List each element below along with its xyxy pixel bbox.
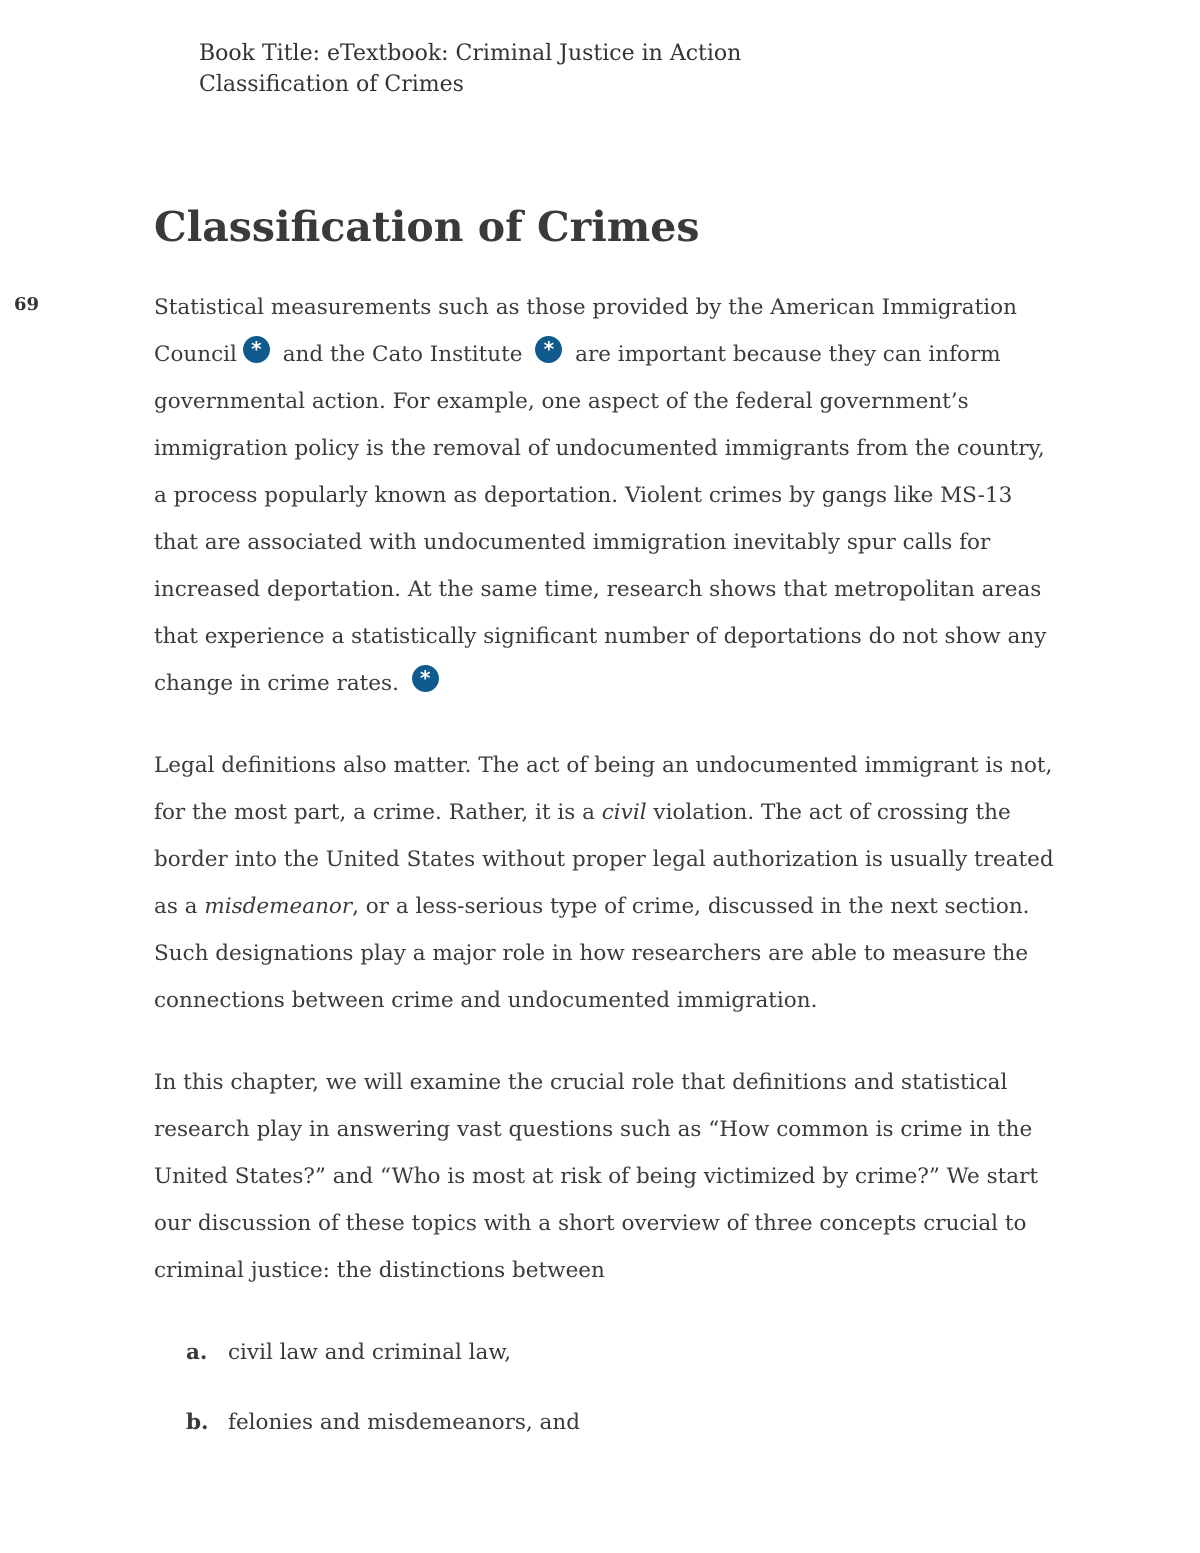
paragraph-1-text-a: Statistical measurements such as those provided by the American Immigration Council [154, 295, 1017, 367]
page-number: 69 [14, 294, 40, 315]
distinctions-list [154, 1329, 1054, 1446]
book-title: Book Title: eTextbook: Criminal Justice in Action [199, 41, 742, 66]
list-item-text: civil law and criminal law, [228, 1340, 512, 1365]
paragraph-2 [154, 742, 1054, 1024]
paragraph-1 [154, 284, 1054, 707]
footnote-icon[interactable]: * [412, 665, 439, 692]
section-name: Classification of Crimes [199, 72, 464, 97]
term-misdemeanor: misdemeanor [204, 894, 353, 919]
list-marker: a. [186, 1340, 208, 1365]
list-item-text: felonies and misdemeanors, and [228, 1410, 580, 1435]
list-item [154, 1399, 1054, 1446]
footnote-icon[interactable]: * [535, 336, 562, 363]
list-item [154, 1329, 1054, 1376]
paragraph-2-text-c: , or a less-serious type of crime, discussed in the next section. Such designations play a major role in how researchers are able to measure the connections between crime and undocumented immigration. [154, 894, 1030, 1013]
main-content [154, 284, 1054, 1469]
list-marker: b. [186, 1410, 209, 1435]
paragraph-1-text-b: and the Cato Institute [282, 342, 523, 367]
book-header [199, 38, 741, 100]
page-title: Classification of Crimes [154, 203, 700, 251]
paragraph-2-text-a: Legal definitions also matter. The act of being an undocumented immigrant is not, for the most part, a crime. Rather, it is a [154, 753, 1053, 825]
term-civil: civil [601, 800, 647, 825]
paragraph-3: In this chapter, we will examine the crucial role that definitions and statistical research play in answering vast questions such as “How common is crime in the United States?” and “Who is most at risk of being victimized by crime?” We start our discussion of these topics with a short overview of three concepts crucial to criminal justice: the distinctions between [154, 1070, 1038, 1283]
footnote-icon[interactable]: * [243, 336, 270, 363]
paragraph-1-text-c: are important because they can inform governmental action. For example, one aspect of the federal government’s immigration policy is the removal of undocumented immigrants from the country, a process popularly known as deportation. Violent crimes by gangs like MS-13 that are associated with undocumented immigration inevitably spur calls for increased deportation. At the same time, research shows that metropolitan areas that experience a statistically significant number of deportations do not show any change in crime rates. [154, 342, 1047, 696]
paragraph-2-text-b: violation. The act of crossing the border into the United States without proper legal authorization is usually treated as a [154, 800, 1054, 919]
